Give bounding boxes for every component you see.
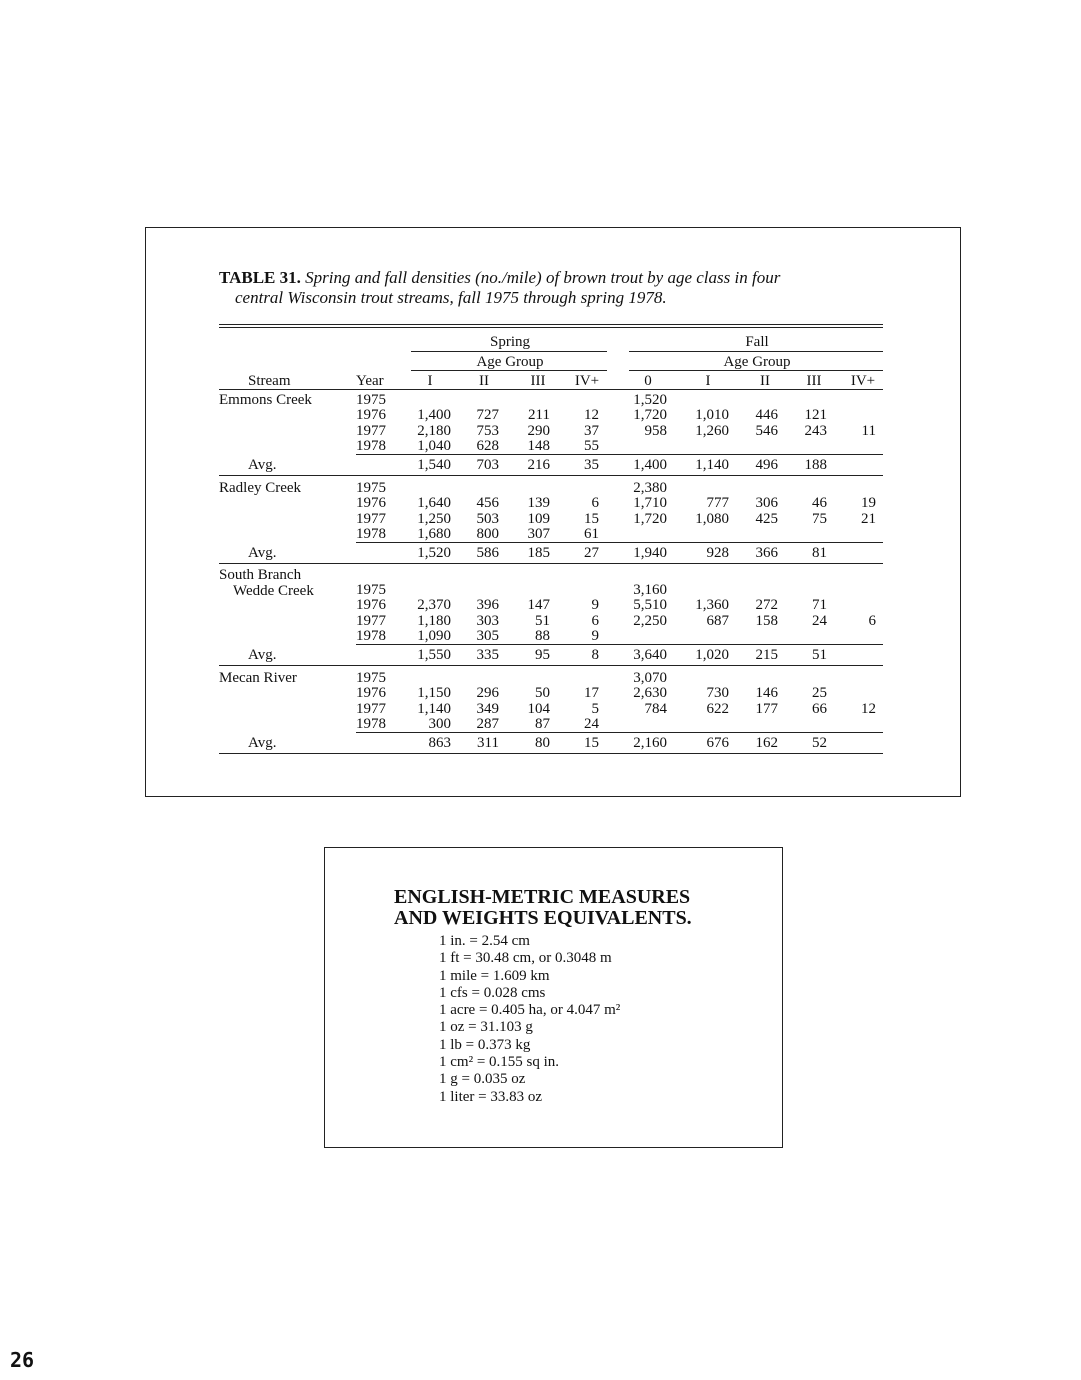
spring-value-cell: 51 [535,612,550,629]
fall-value-cell: 425 [755,510,778,527]
fall-value-cell: 25 [812,685,827,702]
spring-value-cell: 6 [591,612,599,629]
fall-value-cell: 1,720 [633,510,667,527]
avg-label: Avg. [248,647,277,664]
year-cell: 1976 [356,407,386,424]
spring-avg-cell: 35 [584,457,599,474]
spring-value-cell: 1,140 [417,700,451,717]
spring-value-cell: 800 [476,525,499,542]
year-cell: 1976 [356,597,386,614]
spring-value-cell: 1,640 [417,495,451,512]
year-cell: 1975 [356,582,386,598]
metric-title-line1: ENGLISH-METRIC MEASURES [394,886,691,908]
metric-equivalent-item: 1 acre = 0.405 ha, or 4.047 m² [439,1002,621,1019]
fall-value-cell: 958 [644,422,667,439]
fall-avg-cell: 81 [812,545,827,562]
fall-group-rule [629,351,883,352]
fall-value-cell: 1,010 [695,407,729,424]
year-cell: 1978 [356,437,386,454]
metric-equivalent-item: 1 mile = 1.609 km [439,967,550,984]
stream-name: South Branch [219,567,302,583]
fall-avg-cell: 1,140 [695,457,729,474]
fall-value-cell: 1,080 [695,510,729,527]
fall-value-cell: 11 [861,422,876,439]
spring-value-cell: 1,180 [417,612,451,629]
fall-avg-cell: 52 [812,735,827,752]
header-fall: Fall [745,334,769,350]
spring-value-cell: 753 [476,422,499,439]
spring-value-cell: 2,370 [417,597,451,614]
fall-value-cell: 24 [812,612,827,629]
header-bottom-rule [219,389,883,390]
fall-value-cell: 2,630 [633,685,667,702]
header-spring-col: I [427,373,433,389]
metric-equivalent-item: 1 cm² = 0.155 sq in. [439,1054,560,1071]
table-top-rule-2 [219,327,883,328]
fall-avg-cell: 496 [755,457,778,474]
spring-avg-cell: 1,540 [417,457,451,474]
spring-value-cell: 727 [476,407,499,424]
spring-value-cell: 1,400 [417,407,451,424]
spring-value-cell: 104 [527,700,550,717]
spring-value-cell: 1,040 [417,437,451,454]
group-bottom-rule [219,753,883,754]
spring-value-cell: 503 [476,510,499,527]
fall-value-cell: 3,070 [633,670,667,686]
fall-avg-cell: 3,640 [633,647,667,664]
fall-value-cell: 71 [812,597,827,614]
fall-avg-cell: 928 [706,545,729,562]
fall-value-cell: 12 [861,700,876,717]
header-stream: Stream [248,373,291,389]
spring-value-cell: 109 [527,510,550,527]
metric-equivalent-item: 1 in. = 2.54 cm [439,933,530,949]
spring-value-cell: 1,090 [417,627,451,644]
year-cell: 1978 [356,627,386,644]
table-caption-line1: Spring and fall densities (no./mile) of brown trout by age class in four [305,268,781,287]
fall-avg-cell: 188 [804,457,827,474]
fall-value-cell: 446 [755,407,778,424]
fall-value-cell: 21 [861,510,876,527]
spring-value-cell: 305 [476,627,499,644]
year-cell: 1976 [356,495,386,512]
stream-name: Mecan River [219,670,297,686]
table-caption-line2: central Wisconsin trout streams, fall 1975 through spring 1978. [235,288,667,307]
fall-value-cell: 306 [755,495,778,512]
fall-value-cell: 1,720 [633,407,667,424]
spring-avg-cell: 586 [476,545,499,562]
header-fall-col: I [705,373,711,389]
spring-value-cell: 1,680 [417,525,451,542]
group-subtotal-rule [356,644,883,645]
table-caption-label: TABLE 31. [219,268,301,287]
fall-value-cell: 730 [706,685,729,702]
year-cell: 1978 [356,525,386,542]
spring-value-cell: 300 [428,715,451,732]
spring-value-cell: 50 [535,685,550,702]
fall-age-rule [629,370,883,371]
group-bottom-rule [219,665,883,666]
spring-group-rule [411,351,607,352]
spring-value-cell: 148 [527,437,550,454]
spring-avg-cell: 80 [535,735,550,752]
spring-avg-cell: 335 [476,647,499,664]
fall-value-cell: 546 [755,422,778,439]
spring-value-cell: 396 [476,597,499,614]
group-bottom-rule [219,475,883,476]
fall-avg-cell: 51 [812,647,827,664]
spring-value-cell: 17 [584,685,599,702]
fall-value-cell: 75 [812,510,827,527]
spring-value-cell: 349 [476,700,499,717]
header-fall-col: IV+ [850,373,876,389]
fall-value-cell: 5,510 [633,597,667,614]
fall-avg-cell: 1,940 [633,545,667,562]
spring-avg-cell: 95 [535,647,550,664]
year-cell: 1977 [356,612,386,629]
spring-value-cell: 2,180 [417,422,451,439]
fall-value-cell: 1,360 [695,597,729,614]
spring-value-cell: 6 [591,495,599,512]
stream-name: Radley Creek [219,480,302,496]
fall-value-cell: 19 [861,495,876,512]
spring-avg-cell: 27 [584,545,599,562]
spring-value-cell: 1,250 [417,510,451,527]
spring-value-cell: 303 [476,612,499,629]
spring-avg-cell: 185 [527,545,550,562]
fall-value-cell: 243 [804,422,827,439]
fall-avg-cell: 2,160 [633,735,667,752]
fall-value-cell: 1,520 [633,392,667,408]
header-year: Year [356,373,384,389]
fall-value-cell: 777 [706,495,729,512]
metric-equivalent-item: 1 liter = 33.83 oz [439,1088,543,1105]
fall-value-cell: 46 [812,495,827,512]
header-spring-age-group: Age Group [476,354,544,370]
fall-value-cell: 622 [706,700,729,717]
fall-value-cell: 146 [755,685,778,702]
spring-value-cell: 88 [535,627,550,644]
header-fall-age-group: Age Group [723,354,791,370]
header-spring-col: IV+ [574,373,600,389]
metric-equivalent-item: 1 lb = 0.373 kg [439,1036,531,1053]
year-cell: 1977 [356,700,386,717]
spring-value-cell: 139 [527,495,550,512]
fall-avg-cell: 676 [706,735,729,752]
spring-value-cell: 12 [584,407,599,424]
fall-value-cell: 1,710 [633,495,667,512]
metric-equivalent-item: 1 oz = 31.103 g [439,1019,533,1036]
spring-avg-cell: 311 [477,735,499,752]
spring-value-cell: 5 [591,700,599,717]
spring-value-cell: 37 [584,422,599,439]
spring-value-cell: 9 [591,627,599,644]
avg-label: Avg. [248,735,277,752]
fall-value-cell: 687 [706,612,729,629]
avg-label: Avg. [248,457,277,474]
fall-value-cell: 158 [755,612,778,629]
fall-avg-cell: 1,020 [695,647,729,664]
spring-avg-cell: 863 [428,735,451,752]
fall-value-cell: 3,160 [633,582,667,598]
spring-value-cell: 290 [527,422,550,439]
spring-value-cell: 287 [476,715,499,732]
fall-value-cell: 784 [644,700,667,717]
spring-avg-cell: 703 [476,457,499,474]
spring-value-cell: 147 [527,597,550,614]
year-cell: 1977 [356,422,386,439]
metric-equivalent-item: 1 cfs = 0.028 cms [439,984,546,1001]
spring-avg-cell: 216 [527,457,550,474]
fall-value-cell: 121 [804,407,827,424]
stream-name: Emmons Creek [219,392,312,408]
fall-avg-cell: 1,400 [633,457,667,474]
header-fall-col: II [760,373,770,389]
group-subtotal-rule [356,454,883,455]
year-cell: 1976 [356,685,386,702]
header-fall-col: III [806,373,822,389]
fall-value-cell: 177 [755,700,778,717]
metric-equivalents-title [394,887,774,929]
year-cell: 1977 [356,510,386,527]
spring-avg-cell: 8 [591,647,599,664]
metric-equivalent-item: 1 ft = 30.48 cm, or 0.3048 m [439,950,612,967]
spring-value-cell: 307 [527,525,550,542]
spring-value-cell: 55 [584,437,599,454]
spring-age-rule [411,370,607,371]
spring-value-cell: 628 [476,437,499,454]
fall-value-cell: 66 [812,700,827,717]
spring-value-cell: 1,150 [417,685,451,702]
table-top-rule [219,324,883,325]
spring-value-cell: 296 [476,685,499,702]
spring-value-cell: 15 [584,510,599,527]
page-number: 26 [10,1348,35,1372]
year-cell: 1975 [356,480,386,496]
group-subtotal-rule [356,732,883,733]
table-caption [219,268,889,308]
spring-value-cell: 61 [584,525,599,542]
group-subtotal-rule [356,542,883,543]
fall-value-cell: 2,250 [633,612,667,629]
spring-value-cell: 87 [535,715,550,732]
group-bottom-rule [219,563,883,564]
header-fall-col: 0 [644,373,652,389]
spring-avg-cell: 1,520 [417,545,451,562]
spring-value-cell: 211 [528,407,550,424]
header-spring-col: III [530,373,546,389]
year-cell: 1975 [356,392,386,408]
spring-value-cell: 9 [591,597,599,614]
fall-avg-cell: 162 [755,735,778,752]
header-spring-col: II [479,373,489,389]
fall-avg-cell: 366 [755,545,778,562]
spring-value-cell: 456 [476,495,499,512]
metric-equivalent-item: 1 g = 0.035 oz [439,1071,526,1088]
fall-value-cell: 272 [755,597,778,614]
metric-equivalents-list [439,933,620,1106]
year-cell: 1978 [356,715,386,732]
metric-title-line2: AND WEIGHTS EQUIVALENTS. [394,907,692,929]
fall-value-cell: 6 [868,612,876,629]
stream-name: Wedde Creek [233,582,314,599]
avg-label: Avg. [248,545,277,562]
fall-value-cell: 1,260 [695,422,729,439]
year-cell: 1975 [356,670,386,686]
fall-value-cell: 2,380 [633,480,667,496]
spring-value-cell: 24 [584,715,599,732]
header-spring: Spring [489,334,530,350]
fall-avg-cell: 215 [755,647,778,664]
spring-avg-cell: 1,550 [417,647,451,664]
spring-avg-cell: 15 [584,735,599,752]
